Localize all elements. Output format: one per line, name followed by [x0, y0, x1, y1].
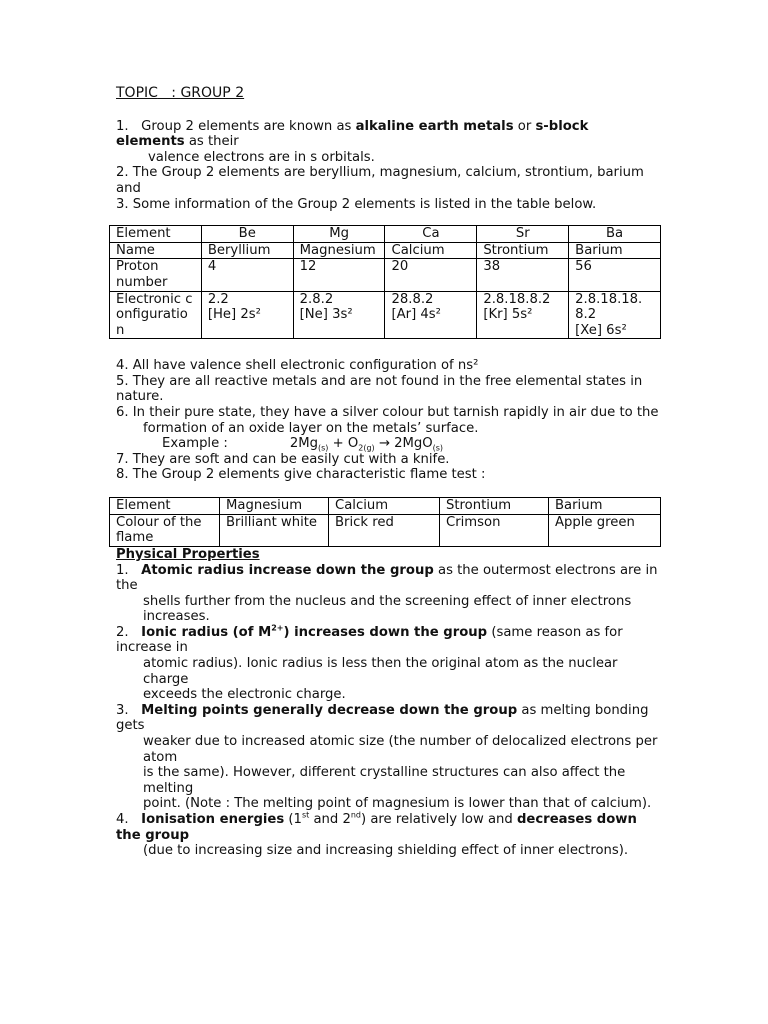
- intro-point-1-cont: valence electrons are in s orbitals.: [148, 149, 375, 165]
- intro-point-3: 3. Some information of the Group 2 elements is listed in the table below.: [116, 196, 597, 212]
- point-7: 7. They are soft and can be easily cut with a knife.: [116, 451, 450, 467]
- topic-value: GROUP 2: [180, 85, 245, 101]
- table-row: Electronic configuration 2.2 [He] 2s² 2.8.2 [Ne] 3s² 28.8.2 [Ar] 4s² 2.8.18.8.2 [Kr] 5s² 2.8.18.18.8.2 [Xe] 6s²: [110, 291, 661, 339]
- physical-point-4-cont: (due to increasing size and increasing shielding effect of inner electrons).: [143, 843, 629, 859]
- table-row: Name Beryllium Magnesium Calcium Strontium Barium: [110, 242, 661, 259]
- document-page: [116, 86, 661, 859]
- physical-point-4: 4. Ionisation energies (1st and 2nd) are relatively low and decreases down the group: [116, 810, 637, 843]
- physical-point-2-cont2: exceeds the electronic charge.: [143, 687, 346, 703]
- point-8: 8. The Group 2 elements give characteristic flame test :: [116, 467, 486, 483]
- intro-point-1: 1. Group 2 elements are known as alkaline earth metals or s-block elements as their: [116, 118, 589, 150]
- elements-table: [109, 225, 661, 339]
- table-row: Colour of the flame Brilliant white Brick red Crimson Apple green: [110, 514, 661, 546]
- point-6: 6. In their pure state, they have a silver colour but tarnish rapidly in air due to the: [116, 404, 659, 420]
- point-4: 4. All have valence shell electronic configuration of ns²: [116, 358, 479, 374]
- physical-point-3-cont2: is the same). However, different crystalline structures can also affect the melting: [143, 765, 626, 796]
- page-title: [116, 86, 661, 102]
- example-equation: Example : $2Mg_{(s)} + O_{2(g)} \to 2MgO_{(s)}$: [162, 436, 444, 453]
- table1-wrap: [116, 225, 661, 358]
- physical-point-3-cont: weaker due to increased atomic size (the number of delocalized electrons per atom: [143, 734, 658, 765]
- table-row: Proton number 4 12 20 38 56: [110, 259, 661, 291]
- physical-point-2: 2. Ionic radius (of $M^{2+}$) increases down the group (same reason as for increase in: [116, 623, 623, 656]
- topic-label: TOPIC: [116, 85, 158, 101]
- physical-point-1-cont: shells further from the nucleus and the screening effect of inner electrons increases.: [143, 593, 632, 625]
- physical-point-3-cont3: point. (Note : The melting point of magnesium is lower than that of calcium).: [143, 796, 652, 812]
- table2-wrap: [116, 497, 661, 547]
- physical-point-1: 1. Atomic radius increase down the group as the outermost electrons are in the: [116, 562, 658, 594]
- physical-point-2-cont: atomic radius). Ionic radius is less then the original atom as the nuclear charge: [143, 656, 618, 687]
- flame-test-table: [109, 497, 661, 547]
- table-row: Element Be Mg Ca Sr Ba: [110, 226, 661, 243]
- topic-sep: :: [157, 85, 181, 101]
- point-6-cont: formation of an oxide layer on the metals’ surface.: [143, 420, 479, 436]
- table-row: Element Magnesium Calcium Strontium Barium: [110, 497, 661, 514]
- physical-point-3: 3. Melting points generally decrease down the group as melting bonding gets: [116, 702, 649, 734]
- section-heading-physical: Physical Properties: [116, 546, 260, 562]
- intro-point-2: 2. The Group 2 elements are beryllium, magnesium, calcium, strontium, barium and: [116, 165, 644, 196]
- point-5: 5. They are all reactive metals and are not found in the free elemental states in nature.: [116, 373, 643, 405]
